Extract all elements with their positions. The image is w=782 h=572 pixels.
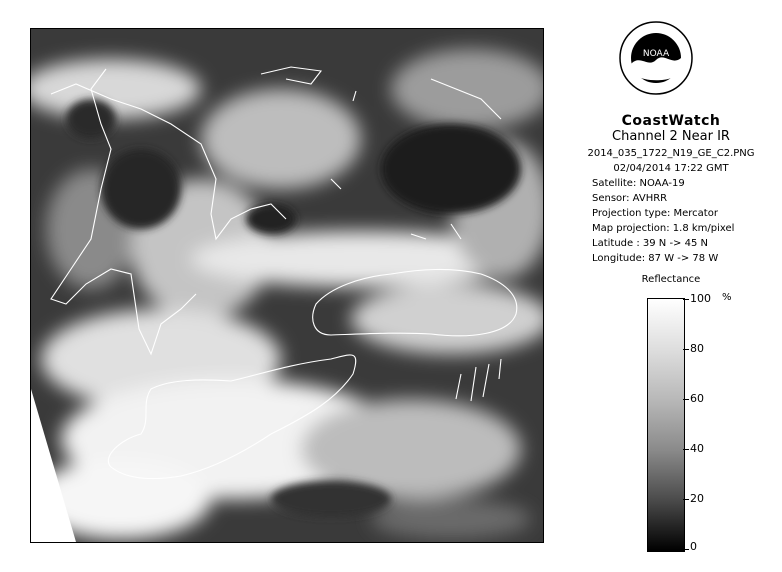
noaa-logo-text: NOAA — [642, 49, 670, 59]
colorbar-tick-label: 80 — [690, 342, 704, 355]
colorbar-tick-label: 100 — [690, 292, 711, 305]
colorbar-tick-label: 60 — [690, 392, 704, 405]
filename-label: 2014_035_1722_N19_GE_C2.PNG — [587, 148, 755, 159]
app-title: CoastWatch — [621, 113, 721, 129]
datetime-label: 02/04/2014 17:22 GMT — [613, 163, 729, 174]
colorbar-tick-label: 40 — [690, 442, 704, 455]
projection-type-label: Projection type: Mercator — [592, 208, 718, 219]
colorbar-tick — [683, 449, 689, 450]
channel-label: Channel 2 Near IR — [612, 129, 730, 144]
colorbar-tick — [683, 399, 689, 400]
longitude-label: Longitude: 87 W -> 78 W — [592, 253, 719, 264]
satellite-map-svg — [31, 29, 543, 542]
colorbar-tick-label: 0 — [690, 540, 697, 553]
colorbar-tick — [683, 299, 689, 300]
latitude-label: Latitude : 39 N -> 45 N — [592, 238, 708, 249]
noaa-logo — [618, 20, 694, 96]
colorbar-tick — [683, 549, 689, 550]
noaa-logo-graphic — [618, 20, 694, 96]
map-projection-label: Map projection: 1.8 km/pixel — [592, 223, 735, 234]
satellite-image — [30, 28, 544, 543]
colorbar-title: Reflectance — [641, 274, 701, 285]
colorbar-unit: % — [722, 292, 732, 303]
satellite-label: Satellite: NOAA-19 — [592, 178, 685, 189]
colorbar-tick — [683, 349, 689, 350]
reflectance-colorbar — [647, 298, 685, 552]
colorbar-tick — [683, 499, 689, 500]
colorbar-tick-label: 20 — [690, 492, 704, 505]
sensor-label: Sensor: AVHRR — [592, 193, 668, 204]
